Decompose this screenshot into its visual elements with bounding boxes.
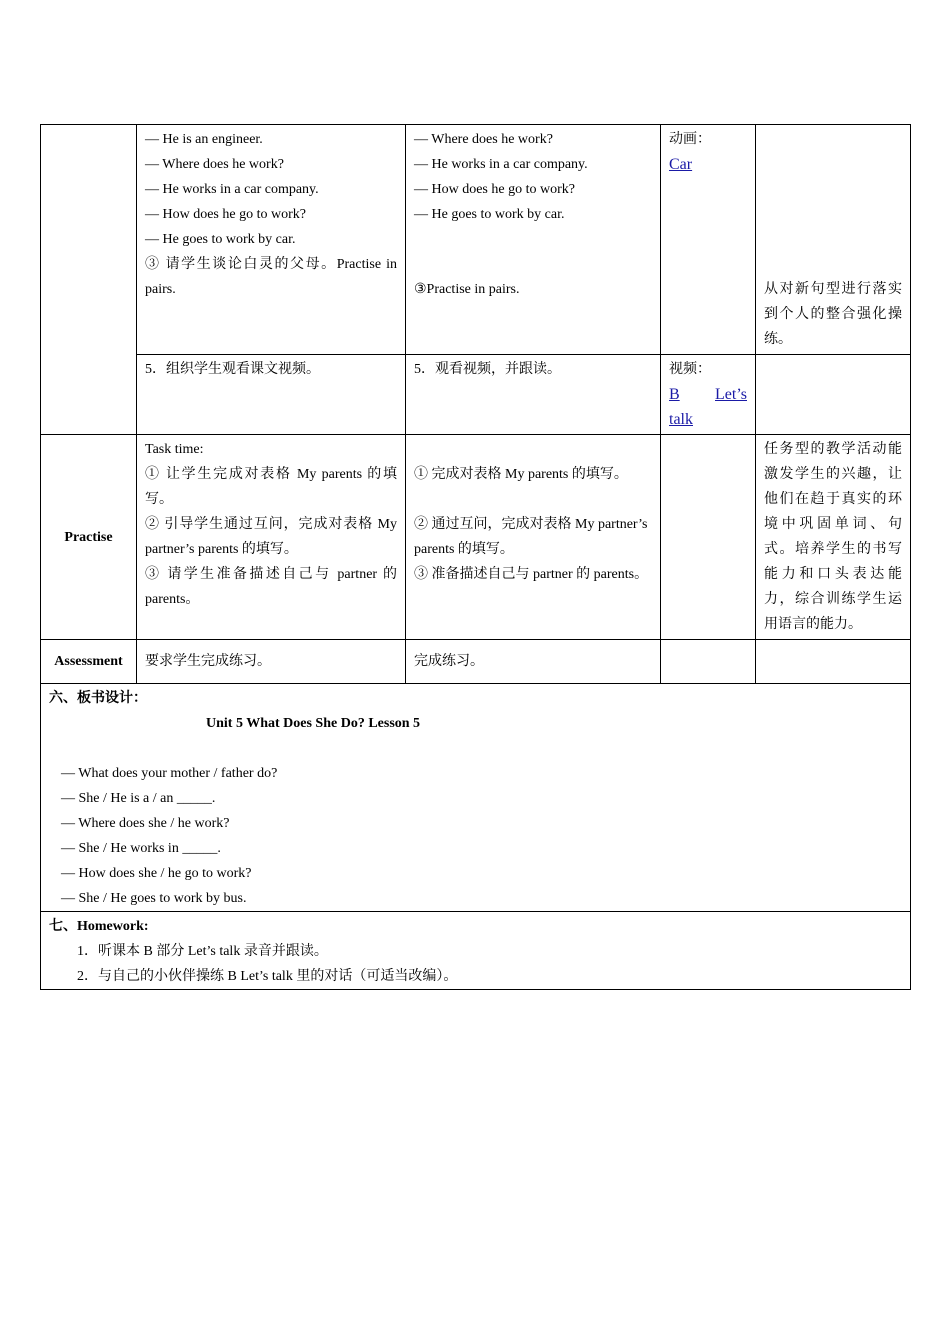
practise-row: [41, 435, 911, 640]
teacher-line: 5．组织学生观看课文视频。: [145, 362, 320, 377]
resource-label: 动画：: [669, 132, 711, 147]
video-link-part[interactable]: Let’s: [715, 386, 747, 403]
student-line: ② 通过互问，完成对表格 My partner’s parents 的填写。: [414, 517, 648, 557]
student-activity-cell: [406, 355, 661, 435]
car-animation-link[interactable]: Car: [669, 156, 693, 173]
student-activity-cell: [406, 640, 661, 684]
student-activity-cell: [406, 435, 661, 640]
student-line: — He works in a car company.: [414, 157, 588, 172]
board-line: — How does she / he go to work?: [61, 866, 252, 881]
student-line: — Where does he work?: [414, 132, 553, 147]
teacher-activity-cell: [137, 125, 406, 355]
homework-item: 2．与自己的小伙伴操练 B Let’s talk 里的对话（可适当改编）。: [77, 969, 458, 984]
activity-row-pairs: [41, 125, 911, 355]
purpose-cell: [756, 355, 911, 435]
activity-row-video: [41, 355, 911, 435]
teacher-line: ① 让学生完成对表格 My parents 的填写。: [145, 467, 397, 507]
video-link-part[interactable]: talk: [669, 411, 693, 428]
homework-heading: 七、Homework:: [49, 919, 149, 934]
student-line: 5．观看视频，并跟读。: [414, 362, 561, 377]
teacher-line: ③ 请学生准备描述自己与 partner 的 parents。: [145, 567, 397, 607]
stage-cell-empty: [41, 125, 137, 435]
lesson-plan-page: [40, 124, 910, 990]
teacher-line: ② 引导学生通过互问，完成对表格 My partner’s parents 的填写。: [145, 517, 397, 557]
resource-cell: [661, 640, 756, 684]
purpose-text: 任务型的教学活动能激发学生的兴趣，让他们在趋于真实的环境中巩固单词、句式。培养学生的书写能力和口头表达能力，综合训练学生运用语言的能力。: [764, 442, 902, 632]
stage-label-assessment: Assessment: [41, 640, 137, 684]
stage-label-practise: Practise: [41, 435, 137, 640]
student-line: 完成练习。: [414, 654, 484, 669]
purpose-cell: [756, 640, 911, 684]
board-line: — Where does she / he work?: [61, 816, 230, 831]
teacher-activity-cell: [137, 640, 406, 684]
student-activity-cell: [406, 125, 661, 355]
homework-cell: [41, 912, 911, 990]
board-design-cell: [41, 684, 911, 912]
lesson-table: [40, 124, 911, 990]
student-line: — How does he go to work?: [414, 182, 575, 197]
student-line: ① 完成对表格 My parents 的填写。: [414, 467, 628, 482]
resource-cell: [661, 125, 756, 355]
purpose-cell: [756, 435, 911, 640]
video-link-part[interactable]: B: [669, 386, 680, 403]
board-line: — She / He is a / an _____.: [61, 791, 216, 806]
purpose-text: 从对新句型进行落实到个人的整合强化操练。: [764, 282, 902, 347]
teacher-line: ③ 请学生谈论白灵的父母。Practise in pairs.: [145, 257, 397, 297]
teacher-line: 要求学生完成练习。: [145, 654, 271, 669]
homework-item: 1．听课本 B 部分 Let’s talk 录音并跟读。: [77, 944, 328, 959]
teacher-line: — He is an engineer.: [145, 132, 263, 147]
teacher-line: — He goes to work by car.: [145, 232, 296, 247]
resource-cell: [661, 435, 756, 640]
teacher-line: — How does he go to work?: [145, 207, 306, 222]
assessment-row: [41, 640, 911, 684]
board-heading: 六、板书设计：: [49, 691, 147, 706]
teacher-line: — Where does he work?: [145, 157, 284, 172]
resource-label: 视频：: [669, 362, 711, 377]
student-line: — He goes to work by car.: [414, 207, 565, 222]
board-line: — She / He works in _____.: [61, 841, 221, 856]
purpose-cell: [756, 125, 911, 355]
video-link[interactable]: [669, 382, 747, 407]
board-title: Unit 5 What Does She Do? Lesson 5: [206, 716, 421, 731]
teacher-line: Task time:: [145, 442, 204, 457]
resource-cell: [661, 355, 756, 435]
teacher-activity-cell: [137, 435, 406, 640]
teacher-activity-cell: [137, 355, 406, 435]
board-design-row: [41, 684, 911, 912]
student-line: ③Practise in pairs.: [414, 282, 520, 297]
board-line: — She / He goes to work by bus.: [61, 891, 247, 906]
teacher-line: — He works in a car company.: [145, 182, 319, 197]
homework-row: [41, 912, 911, 990]
board-line: — What does your mother / father do?: [61, 766, 278, 781]
student-line: ③ 准备描述自己与 partner 的 parents。: [414, 567, 649, 582]
